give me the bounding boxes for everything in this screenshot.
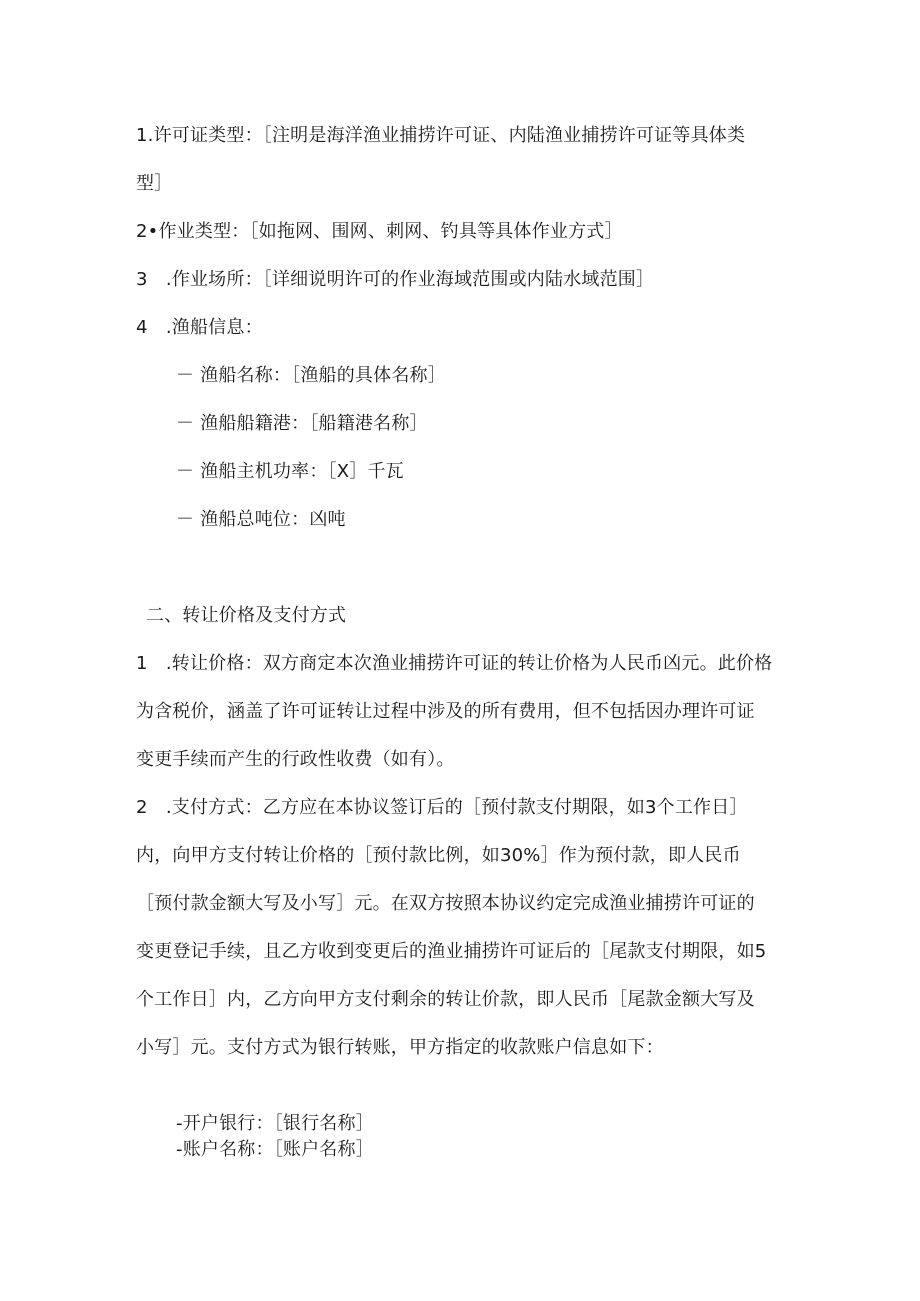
item-number: 2• [136, 221, 159, 242]
item-text: 型］ [136, 173, 173, 194]
section-heading: 二、转让价格及支付方式 [146, 605, 347, 626]
item-operation-type [136, 220, 623, 244]
paragraph-text: 转让价格：双方商定本次渔业捕捞许可证的转让价格为人民币凶元。此价格 [171, 653, 773, 674]
paragraph-text: 支付方式：乙方应在本协议签订后的［预付款支付期限，如3个工作日］ [171, 797, 748, 818]
item-license-type [136, 124, 745, 148]
item-number: 1 . [136, 653, 172, 674]
payment-line-2: 内，向甲方支付转让价格的［预付款比例，如30%］作为预付款，即人民币 [136, 845, 741, 866]
item-number: 3 . [136, 269, 172, 290]
payment-line-1 [136, 796, 748, 820]
price-line-1 [136, 652, 772, 676]
item-text: 渔船信息： [171, 317, 263, 338]
item-number: 2 . [136, 797, 172, 818]
account-name: -账户名称：［账户名称］ [176, 1139, 374, 1160]
price-line-3: 变更手续而产生的行政性收费（如有）。 [136, 749, 455, 770]
item-license-type-continuation [136, 172, 172, 196]
price-line-2: 为含税价，涵盖了许可证转让过程中涉及的所有费用，但不包括因办理许可证 [136, 701, 755, 722]
item-operation-place [136, 268, 654, 292]
item-text: 许可证类型：［注明是海洋渔业捕捞许可证、内陆渔业捕捞许可证等具体类 [153, 125, 746, 146]
item-vessel-info [136, 316, 263, 340]
item-number: 1. [136, 125, 154, 146]
payment-line-3: ［预付款金额大写及小写］元。在双方按照本协议约定完成渔业捕捞许可证的 [136, 893, 755, 914]
payment-line-6: 小写］元。支付方式为银行转账，甲方指定的收款账户信息如下： [136, 1037, 664, 1058]
vessel-engine-power: － 渔船主机功率：［X］千瓦 [176, 461, 404, 482]
payment-line-5: 个工作日］内，乙方向甲方支付剩余的转让价款，即人民币［尾款金额大写及 [136, 989, 755, 1010]
payment-line-4: 变更登记手续，且乙方收到变更后的渔业捕捞许可证后的［尾款支付期限，如5 [136, 941, 767, 962]
vessel-home-port: － 渔船船籍港：［船籍港名称］ [176, 413, 428, 434]
item-number: 4 . [136, 317, 172, 338]
vessel-gross-tonnage: － 渔船总吨位：凶吨 [176, 509, 346, 530]
item-text: 作业类型：［如拖网、围网、刺网、钓具等具体作业方式］ [158, 221, 623, 242]
item-text: 作业场所：［详细说明许可的作业海域范围或内陆水域范围］ [171, 269, 655, 290]
vessel-name: － 渔船名称：［渔船的具体名称］ [176, 365, 446, 386]
account-bank: -开户银行：［银行名称］ [176, 1113, 374, 1134]
